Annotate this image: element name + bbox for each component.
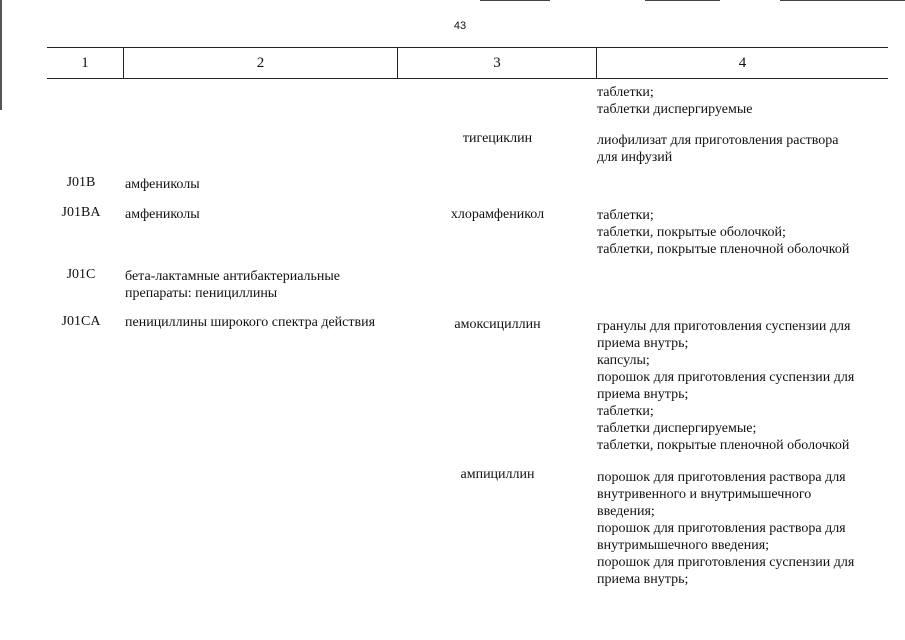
drug-name: амоксициллин xyxy=(454,317,541,332)
dosage-form: таблетки, покрытые оболочкой; xyxy=(597,225,786,240)
page-number: 43 xyxy=(453,20,467,32)
header-col-3: 3 xyxy=(493,55,501,71)
drug-name: хлорамфеникол xyxy=(450,207,545,222)
table-header xyxy=(47,47,888,79)
dosage-form: приема внутрь; xyxy=(597,336,689,351)
header-col-4: 4 xyxy=(738,55,747,71)
scan-edge xyxy=(0,0,2,110)
atc-code: J01BA xyxy=(61,205,101,220)
drug-name: ампициллин xyxy=(460,467,535,482)
dosage-form: гранулы для приготовления суспензии для xyxy=(597,319,851,334)
dosage-forms xyxy=(597,207,897,258)
atc-code: J01CA xyxy=(61,314,101,329)
dosage-form: таблетки, покрытые пленочной оболочкой xyxy=(597,242,850,257)
dosage-forms xyxy=(597,318,897,454)
dosage-form: порошок для приготовления раствора для xyxy=(597,521,846,536)
atc-group-line: пенициллины широкого спектра действия xyxy=(125,315,376,330)
drug-name: тигециклин xyxy=(462,131,533,146)
atc-code: J01B xyxy=(66,175,96,190)
atc-group-line: препараты: пенициллины xyxy=(125,286,278,301)
scan-artifact-line xyxy=(645,0,720,1)
atc-group-line: амфениколы xyxy=(125,207,200,222)
dosage-form: приема внутрь; xyxy=(597,572,689,587)
atc-group-line: бета-лактамные антибактериальные xyxy=(125,269,341,284)
atc-code: J01C xyxy=(66,267,96,282)
atc-group xyxy=(125,314,395,331)
atc-group xyxy=(125,176,395,193)
dosage-form: порошок для приготовления раствора для xyxy=(597,470,846,485)
dosage-forms xyxy=(597,132,897,166)
dosage-form: таблетки; xyxy=(597,404,654,419)
dosage-form: таблетки диспергируемые xyxy=(597,102,753,117)
dosage-form: капсулы; xyxy=(597,353,650,368)
dosage-form: порошок для приготовления суспензии для xyxy=(597,555,855,570)
dosage-forms xyxy=(597,469,897,588)
dosage-form: для инфузий xyxy=(597,150,673,165)
dosage-form: внутривенного и внутримышечного xyxy=(597,487,812,502)
dosage-form: введения; xyxy=(597,504,655,519)
header-col-2: 2 xyxy=(256,55,265,71)
dosage-forms xyxy=(597,84,897,118)
dosage-form: лиофилизат для приготовления раствора xyxy=(597,133,839,148)
dosage-form: таблетки; xyxy=(597,85,654,100)
dosage-form: приема внутрь; xyxy=(597,387,689,402)
dosage-form: таблетки диспергируемые; xyxy=(597,421,757,436)
dosage-form: таблетки, покрытые пленочной оболочкой xyxy=(597,438,850,453)
atc-group xyxy=(125,206,395,223)
scan-artifact-line xyxy=(480,0,550,1)
header-col-1: 1 xyxy=(81,55,89,71)
atc-group xyxy=(125,268,395,302)
scan-artifact-line xyxy=(780,0,905,1)
atc-group-line: амфениколы xyxy=(125,177,200,192)
dosage-form: таблетки; xyxy=(597,208,654,223)
dosage-form: внутримышечного введения; xyxy=(597,538,770,553)
dosage-form: порошок для приготовления суспензии для xyxy=(597,370,855,385)
